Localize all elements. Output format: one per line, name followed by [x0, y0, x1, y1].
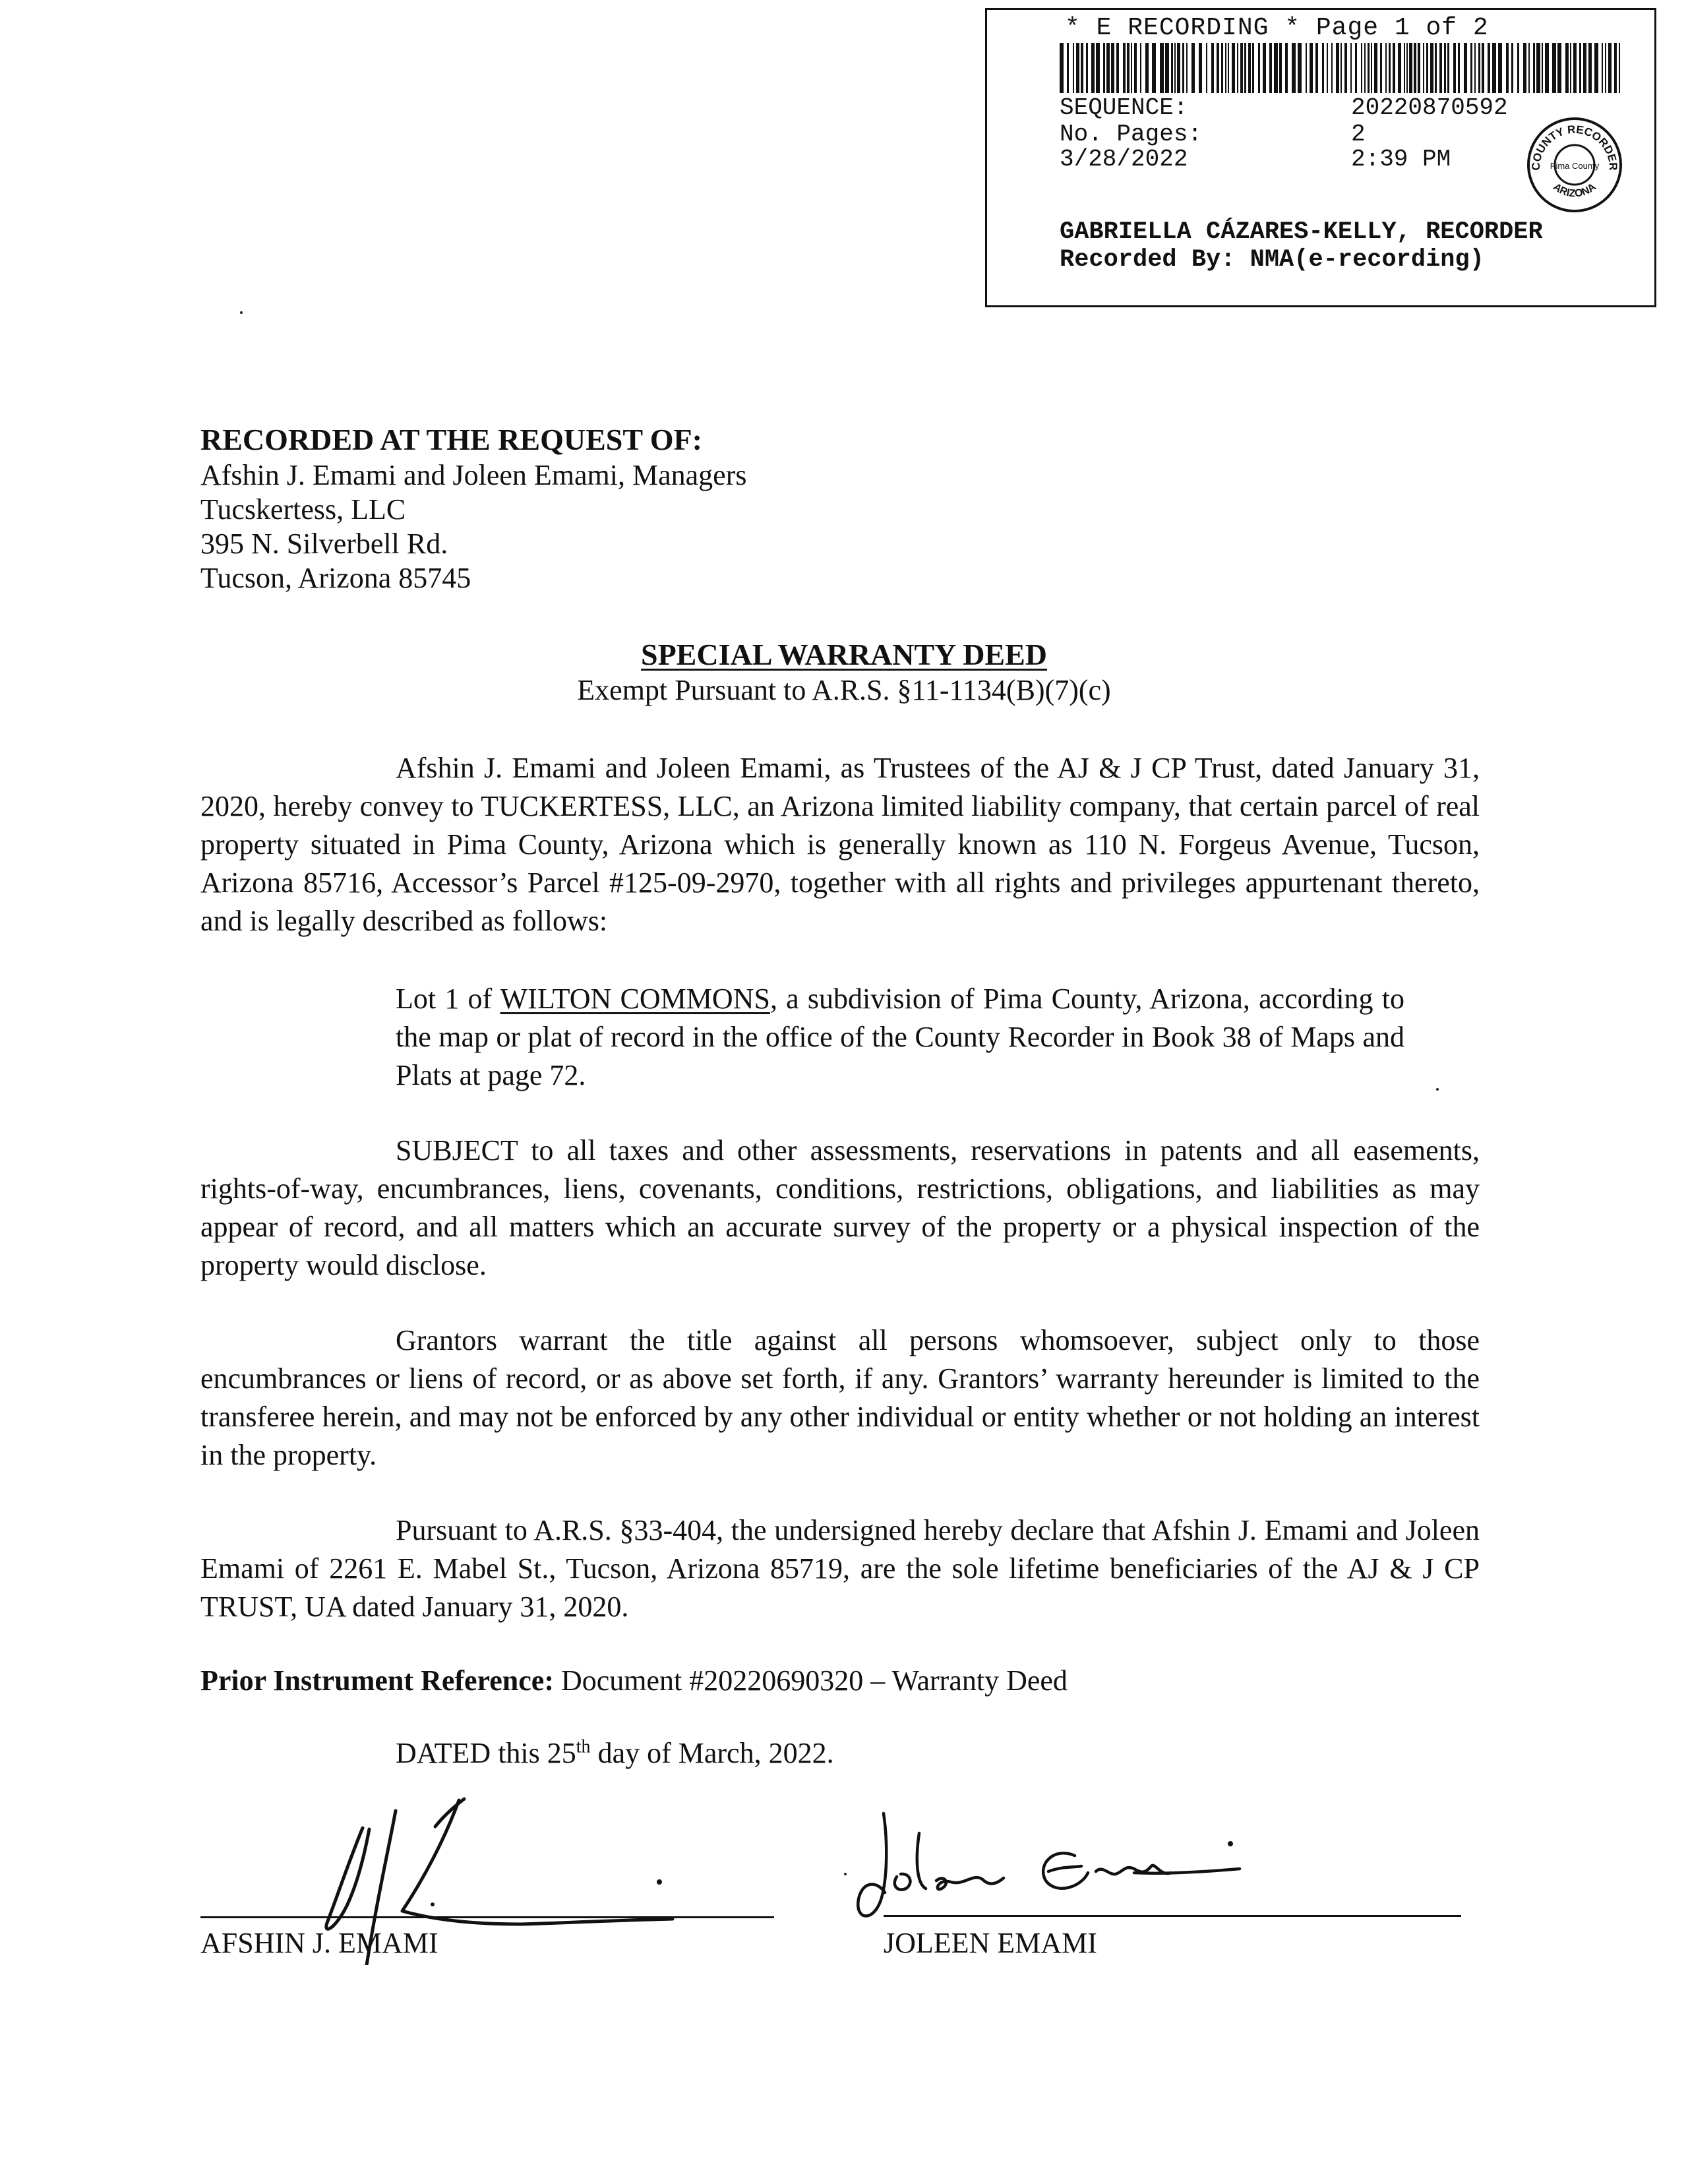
- barcode-bar: [1444, 43, 1446, 93]
- scan-speck: [240, 311, 243, 314]
- request-line-2: Tucskertess, LLC: [200, 493, 406, 526]
- dated-line: DATED this 25th day of March, 2022.: [396, 1736, 834, 1769]
- barcode-bar: [1096, 43, 1100, 93]
- seal-text-top: COUNTY RECORDER: [1529, 123, 1620, 171]
- barcode: [1060, 43, 1620, 93]
- conveyance-paragraph: Afshin J. Emami and Joleen Emami, as Trustees of the AJ & J CP Trust, dated January 31, 2020, hereby convey to TUCKERTESS, LLC, an Arizona limited liability company, that certain parcel of real property situated in Pima County, Arizona which is generally known as 110 N. Forgeus Avenue, Tucson, Arizona 85716, Accessor’s Parcel #125-09-2970, together with all rights and privileges appurtenant thereto, and is legally described as follows:: [200, 752, 1480, 937]
- recording-stamp: [985, 8, 1656, 307]
- barcode-bar: [1588, 43, 1592, 93]
- barcode-bar: [1488, 43, 1490, 93]
- barcode-bar: [1217, 43, 1219, 93]
- barcode-bar: [1211, 43, 1214, 93]
- barcode-bar: [1279, 43, 1282, 93]
- scan-speck: [1436, 1088, 1439, 1091]
- barcode-bar: [1418, 43, 1420, 93]
- sequence-value: 20220870592: [1351, 94, 1508, 121]
- barcode-bar: [1398, 43, 1401, 93]
- barcode-bar: [1177, 43, 1180, 93]
- county-recorder-seal: [1525, 115, 1624, 214]
- barcode-bar: [1536, 43, 1540, 93]
- barcode-bar: [1182, 43, 1184, 93]
- barcode-bar: [1225, 43, 1226, 93]
- barcode-bar: [1285, 43, 1288, 93]
- request-line-3: 395 N. Silverbell Rd.: [200, 528, 448, 560]
- barcode-bar: [1552, 43, 1556, 93]
- barcode-bar: [1393, 43, 1395, 93]
- barcode-bar: [1248, 43, 1251, 93]
- barcode-bar: [1355, 43, 1357, 93]
- barcode-bar: [1511, 43, 1513, 93]
- barcode-bar: [1605, 43, 1606, 93]
- barcode-bar: [1614, 43, 1617, 93]
- barcode-bar: [1341, 43, 1342, 93]
- barcode-bar: [1364, 43, 1366, 93]
- barcode-bar: [1331, 43, 1333, 93]
- barcode-bar: [1619, 43, 1620, 93]
- barcode-bar: [1470, 43, 1472, 93]
- request-heading: RECORDED AT THE REQUEST OF:: [200, 423, 702, 456]
- barcode-bar: [1221, 43, 1223, 93]
- barcode-bar: [1199, 43, 1202, 93]
- barcode-bar: [1374, 43, 1377, 93]
- request-line-4: Tucson, Arizona 85745: [200, 562, 471, 594]
- barcode-bar: [1492, 43, 1496, 93]
- barcode-bar: [1478, 43, 1480, 93]
- barcode-bar: [1327, 43, 1328, 93]
- seal-text-center: Pima County: [1550, 161, 1600, 171]
- legal-description: Lot 1 of WILTON COMMONS, a subdivision of Pima County, Arizona, according to the map or plat of record in the office of the County Recorder in Book 38 of Maps and Plats at page 72.: [396, 983, 1404, 1091]
- barcode-bar: [1111, 43, 1114, 93]
- signature-line-left: [200, 1916, 774, 1918]
- barcode-bar: [1103, 43, 1105, 93]
- barcode-bar: [1594, 43, 1598, 93]
- barcode-bar: [1315, 43, 1318, 93]
- seal-text-bottom: ARIZONA: [1551, 181, 1598, 200]
- barcode-bar: [1426, 43, 1428, 93]
- document-subtitle: Exempt Pursuant to A.R.S. §11-1134(B)(7)(c): [577, 674, 1111, 706]
- pages-label: No. Pages:: [1060, 121, 1203, 148]
- barcode-bar: [1430, 43, 1433, 93]
- barcode-bar: [1380, 43, 1382, 93]
- barcode-bar: [1274, 43, 1278, 93]
- scan-speck: [844, 1873, 847, 1875]
- barcode-bar: [1545, 43, 1549, 93]
- barcode-bar: [1127, 43, 1130, 93]
- barcode-bar: [1406, 43, 1408, 93]
- signer-name-right: JOLEEN EMAMI: [884, 1927, 1097, 1959]
- barcode-bar: [1435, 43, 1437, 93]
- prior-label: Prior Instrument Reference:: [200, 1664, 554, 1697]
- barcode-bar: [1073, 43, 1074, 93]
- document-title: SPECIAL WARRANTY DEED: [640, 638, 1047, 671]
- barcode-bar: [1232, 43, 1235, 93]
- barcode-bar: [1086, 43, 1088, 93]
- barcode-bar: [1464, 43, 1467, 93]
- barcode-bar: [1423, 43, 1424, 93]
- barcode-bar: [1292, 43, 1296, 93]
- barcode-bar: [1244, 43, 1246, 93]
- barcode-bar: [1237, 43, 1238, 93]
- recording-time: 2:39 PM: [1351, 146, 1451, 173]
- barcode-bar: [1583, 43, 1586, 93]
- barcode-bar: [1528, 43, 1530, 93]
- barcode-bar: [1608, 43, 1612, 93]
- subject-paragraph: SUBJECT to all taxes and other assessments, reservations in patents and all easements, rights-of-way, encumbrances, liens, covenants, conditions, restrictions, obligations, and liabilities as may appear of record, and all matters which an accurate survey of the property or a physical inspection of the property would disclose.: [200, 1134, 1480, 1281]
- barcode-bar: [1306, 43, 1307, 93]
- warranty-paragraph: Grantors warrant the title against all persons whomsoever, subject only to those encumbrances or liens of record, or as above set forth, if any. Grantors’ warranty hereunder is limited to the transferee herein, and may not be enforced by any other individual or entity whether or not holding an interest in the property.: [200, 1324, 1480, 1471]
- barcode-bar: [1240, 43, 1243, 93]
- recorded-by: Recorded By: NMA(e-recording): [1060, 246, 1484, 274]
- prior-instrument-reference: [200, 1663, 1068, 1699]
- barcode-bar: [1116, 43, 1119, 93]
- barcode-bar: [1258, 43, 1260, 93]
- barcode-bar: [1067, 43, 1069, 93]
- barcode-bar: [1361, 43, 1362, 93]
- barcode-bar: [1140, 43, 1141, 93]
- barcode-bar: [1165, 43, 1169, 93]
- barcode-bar: [1447, 43, 1449, 93]
- barcode-bar: [1414, 43, 1416, 93]
- barcode-bar: [1134, 43, 1137, 93]
- stamp-header: * E RECORDING * Page 1 of 2: [1065, 14, 1489, 42]
- barcode-bar: [1060, 43, 1064, 93]
- barcode-bar: [1542, 43, 1543, 93]
- barcode-bar: [1081, 43, 1083, 93]
- barcode-bar: [1186, 43, 1188, 93]
- barcode-bar: [1368, 43, 1370, 93]
- barcode-bar: [1131, 43, 1132, 93]
- barcode-bar: [1506, 43, 1509, 93]
- subdivision-name: WILTON COMMONS: [500, 983, 770, 1015]
- barcode-bar: [1482, 43, 1484, 93]
- barcode-bar: [1389, 43, 1391, 93]
- barcode-bar: [1523, 43, 1526, 93]
- recording-date: 3/28/2022: [1060, 146, 1188, 173]
- barcode-bar: [1174, 43, 1176, 93]
- barcode-bar: [1474, 43, 1476, 93]
- barcode-bar: [1404, 43, 1405, 93]
- barcode-bar: [1336, 43, 1339, 93]
- barcode-bar: [1298, 43, 1302, 93]
- barcode-bar: [1310, 43, 1313, 93]
- barcode-bar: [1385, 43, 1387, 93]
- barcode-bar: [1517, 43, 1519, 93]
- barcode-bar: [1171, 43, 1173, 93]
- barcode-bar: [1106, 43, 1110, 93]
- barcode-bar: [1252, 43, 1254, 93]
- barcode-bar: [1091, 43, 1095, 93]
- barcode-bar: [1371, 43, 1372, 93]
- prior-value: Document #20220690320 – Warranty Deed: [553, 1664, 1068, 1697]
- barcode-bar: [1123, 43, 1126, 93]
- barcode-bar: [1206, 43, 1207, 93]
- barcode-bar: [1350, 43, 1352, 93]
- barcode-bar: [1263, 43, 1266, 93]
- sequence-label: SEQUENCE:: [1060, 94, 1188, 121]
- barcode-bar: [1557, 43, 1561, 93]
- barcode-bar: [1570, 43, 1571, 93]
- barcode-bar: [1152, 43, 1156, 93]
- beneficiaries-paragraph: Pursuant to A.R.S. §33-404, the undersigned hereby declare that Afshin J. Emami and Joleen Emami of 2261 E. Mabel St., Tucson, Arizona 85719, are the sole lifetime beneficiaries of the AJ & J CP TRUST, UA dated January 31, 2020.: [200, 1514, 1480, 1623]
- barcode-bar: [1269, 43, 1272, 93]
- barcode-bar: [1322, 43, 1324, 93]
- pages-value: 2: [1351, 121, 1366, 148]
- barcode-bar: [1602, 43, 1603, 93]
- barcode-bar: [1565, 43, 1569, 93]
- barcode-bar: [1409, 43, 1412, 93]
- barcode-bar: [1191, 43, 1195, 93]
- barcode-bar: [1076, 43, 1079, 93]
- signature-line-right: [884, 1915, 1461, 1917]
- barcode-bar: [1160, 43, 1164, 93]
- barcode-bar: [1579, 43, 1581, 93]
- barcode-bar: [1498, 43, 1502, 93]
- barcode-bar: [1573, 43, 1577, 93]
- barcode-bar: [1344, 43, 1347, 93]
- barcode-bar: [1439, 43, 1442, 93]
- signer-name-left: AFSHIN J. EMAMI: [200, 1927, 438, 1959]
- barcode-bar: [1533, 43, 1535, 93]
- barcode-bar: [1228, 43, 1229, 93]
- recorder-name: GABRIELLA CÁZARES-KELLY, RECORDER: [1060, 218, 1543, 246]
- barcode-bar: [1458, 43, 1460, 93]
- barcode-bar: [1453, 43, 1456, 93]
- barcode-bar: [1145, 43, 1149, 93]
- request-line-1: Afshin J. Emami and Joleen Emami, Managers: [200, 459, 747, 491]
